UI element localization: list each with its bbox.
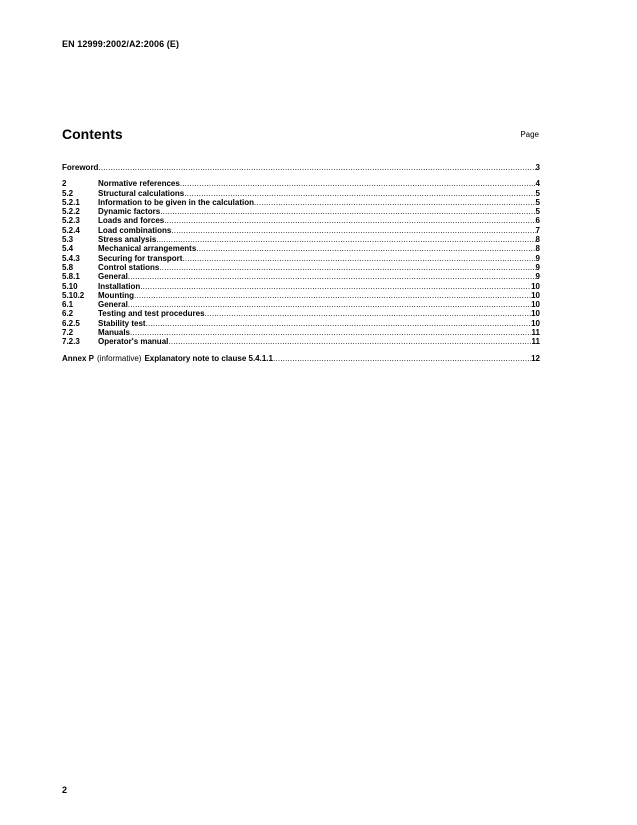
toc-entry-number: 5.4.3 bbox=[62, 253, 80, 263]
toc-entry[interactable] bbox=[62, 179, 540, 188]
dot-leader bbox=[98, 163, 535, 172]
toc-entry[interactable] bbox=[62, 207, 540, 216]
toc-entry-number: 7.2.3 bbox=[62, 337, 80, 347]
dot-leader bbox=[205, 309, 532, 318]
toc-entry-number: 6.2.5 bbox=[62, 318, 80, 328]
annex-type: (informative) bbox=[97, 353, 142, 363]
toc-entry-number: 6.1 bbox=[62, 300, 74, 310]
toc-entry-title: Foreword bbox=[62, 163, 99, 172]
dot-leader bbox=[128, 300, 531, 309]
toc-entry-page: 5 bbox=[535, 197, 540, 207]
toc-entry-number: 5.2.4 bbox=[62, 225, 80, 235]
dot-leader bbox=[168, 337, 531, 346]
dot-leader bbox=[171, 226, 535, 235]
page-column-label: Page bbox=[520, 130, 539, 139]
toc-entry-title: Mechanical arrangements bbox=[98, 244, 197, 254]
toc-entry-page: 5 bbox=[535, 207, 540, 217]
toc-entry[interactable] bbox=[62, 328, 540, 337]
dot-leader bbox=[164, 216, 535, 225]
toc-entry-number: 5.2 bbox=[62, 188, 74, 198]
toc-entry-page: 6 bbox=[535, 216, 540, 226]
toc-entry-number: 5.2.1 bbox=[62, 197, 80, 207]
toc-entry-title: General bbox=[98, 300, 128, 310]
toc-entry[interactable] bbox=[62, 226, 540, 235]
toc-entry-number: 6.2 bbox=[62, 309, 74, 319]
toc-entry[interactable] bbox=[62, 216, 540, 225]
toc-entry-number: 5.3 bbox=[62, 235, 74, 245]
toc-entry[interactable] bbox=[62, 300, 540, 309]
toc-entry[interactable] bbox=[62, 198, 540, 207]
annex-label: Annex P bbox=[62, 353, 95, 363]
toc-entry-annex[interactable] bbox=[62, 354, 540, 363]
toc-entry[interactable] bbox=[62, 309, 540, 318]
toc-entry-page: 8 bbox=[535, 244, 540, 254]
toc-entry-title: Operator's manual bbox=[98, 337, 169, 347]
toc-entry-title: Dynamic factors bbox=[98, 207, 161, 217]
toc-entry-number: 5.2.2 bbox=[62, 207, 80, 217]
toc-entry-number: 5.4 bbox=[62, 244, 74, 254]
dot-leader bbox=[156, 235, 535, 244]
toc-entry-page: 8 bbox=[535, 235, 540, 245]
toc-entry-title: Normative references bbox=[98, 179, 180, 189]
table-of-contents bbox=[62, 163, 540, 363]
dot-leader bbox=[182, 254, 535, 263]
toc-entry-title: Explanatory note to clause 5.4.1.1 bbox=[144, 353, 273, 363]
toc-entry[interactable] bbox=[62, 291, 540, 300]
toc-entry-title: Mounting bbox=[98, 290, 134, 300]
dot-leader bbox=[159, 263, 535, 272]
toc-entry-page: 11 bbox=[531, 337, 540, 347]
toc-entry-number: 5.8 bbox=[62, 262, 74, 272]
toc-entry-page: 9 bbox=[535, 272, 540, 282]
toc-entry[interactable] bbox=[62, 319, 540, 328]
dot-leader bbox=[196, 244, 535, 253]
toc-entry[interactable] bbox=[62, 337, 540, 346]
toc-entry-number: 7.2 bbox=[62, 328, 74, 338]
page-number: 2 bbox=[62, 785, 68, 795]
toc-entry-title: Control stations bbox=[98, 262, 160, 272]
dot-leader bbox=[146, 319, 532, 328]
toc-entry[interactable] bbox=[62, 244, 540, 253]
toc-entry-page: 12 bbox=[531, 353, 540, 363]
dot-leader bbox=[180, 179, 536, 188]
dot-leader bbox=[128, 272, 536, 281]
dot-leader bbox=[130, 328, 532, 337]
toc-entry-page: 9 bbox=[535, 253, 540, 263]
toc-entry-page: 10 bbox=[531, 281, 540, 291]
dot-leader bbox=[273, 354, 531, 363]
toc-entry-foreword[interactable] bbox=[62, 163, 540, 172]
toc-entry-page: 10 bbox=[531, 318, 540, 328]
toc-entry-page: 3 bbox=[535, 163, 540, 172]
toc-entry[interactable] bbox=[62, 282, 540, 291]
toc-entry-number: 5.10 bbox=[62, 281, 78, 291]
toc-entry-page: 10 bbox=[531, 309, 540, 319]
toc-entry-title: Information to be given in the calculation bbox=[98, 197, 255, 207]
document-header-id: EN 12999:2002/A2:2006 (E) bbox=[62, 39, 180, 49]
toc-entry-title: Stability test bbox=[98, 318, 146, 328]
dot-leader bbox=[184, 189, 535, 198]
toc-entry-title: Installation bbox=[98, 281, 141, 291]
toc-entry-number: 5.8.1 bbox=[62, 272, 80, 282]
toc-entry-title: General bbox=[98, 272, 128, 282]
toc-entry[interactable] bbox=[62, 272, 540, 281]
dot-leader bbox=[134, 291, 531, 300]
dot-leader bbox=[254, 198, 536, 207]
toc-entry-title: Testing and test procedures bbox=[98, 309, 205, 319]
toc-entry-title: Load combinations bbox=[98, 225, 172, 235]
toc-entry-number: 5.2.3 bbox=[62, 216, 80, 226]
toc-entry-page: 10 bbox=[531, 290, 540, 300]
toc-entry-page: 7 bbox=[535, 225, 540, 235]
toc-entry-page: 4 bbox=[535, 179, 540, 189]
toc-entry-title: Loads and forces bbox=[98, 216, 165, 226]
toc-entry-title: Stress analysis bbox=[98, 235, 157, 245]
toc-entry-number: 2 bbox=[62, 179, 67, 189]
toc-entry-page: 9 bbox=[535, 262, 540, 272]
toc-entry[interactable] bbox=[62, 189, 540, 198]
toc-entry[interactable] bbox=[62, 235, 540, 244]
toc-entry-list bbox=[62, 179, 540, 346]
toc-entry-title: Manuals bbox=[98, 328, 131, 338]
toc-entry-title: Structural calculations bbox=[98, 188, 185, 198]
toc-entry-title: Securing for transport bbox=[98, 253, 183, 263]
toc-entry[interactable] bbox=[62, 254, 540, 263]
toc-entry-number: 5.10.2 bbox=[62, 290, 85, 300]
dot-leader bbox=[140, 282, 531, 291]
toc-entry-page: 11 bbox=[531, 328, 540, 338]
dot-leader bbox=[160, 207, 535, 216]
contents-heading: Contents bbox=[62, 126, 123, 142]
toc-entry[interactable] bbox=[62, 263, 540, 272]
toc-entry-page: 10 bbox=[531, 300, 540, 310]
toc-entry-page: 5 bbox=[535, 188, 540, 198]
